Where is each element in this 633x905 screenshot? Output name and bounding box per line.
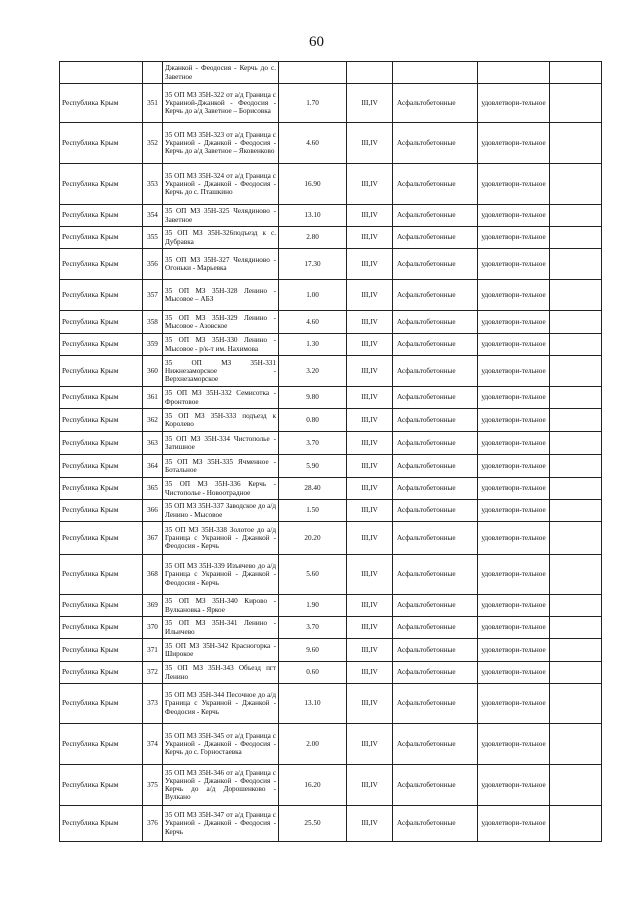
length-cell: 13.10 bbox=[279, 684, 347, 724]
condition-cell: удовлетвори-тельное bbox=[478, 639, 550, 662]
row-number-cell: 352 bbox=[143, 123, 163, 164]
surface-cell: Асфальтобетонные bbox=[393, 806, 478, 842]
condition-cell: удовлетвори-тельное bbox=[478, 455, 550, 478]
length-cell: 2.80 bbox=[279, 227, 347, 249]
table-row bbox=[60, 387, 602, 409]
row-number-cell: 361 bbox=[143, 387, 163, 409]
category-cell: III,IV bbox=[347, 595, 393, 617]
length-cell: 5.60 bbox=[279, 555, 347, 595]
condition-cell: удовлетвори-тельное bbox=[478, 280, 550, 311]
length-cell: 0.60 bbox=[279, 662, 347, 684]
condition-cell: удовлетвори-тельное bbox=[478, 84, 550, 123]
surface-cell bbox=[393, 62, 478, 84]
surface-cell: Асфальтобетонные bbox=[393, 334, 478, 356]
table-row bbox=[60, 662, 602, 684]
condition-cell: удовлетвори-тельное bbox=[478, 432, 550, 455]
extra-cell bbox=[550, 280, 602, 311]
condition-cell: удовлетвори-тельное bbox=[478, 334, 550, 356]
condition-cell: удовлетвори-тельное bbox=[478, 555, 550, 595]
extra-cell bbox=[550, 164, 602, 205]
surface-cell: Асфальтобетонные bbox=[393, 724, 478, 765]
surface-cell: Асфальтобетонные bbox=[393, 555, 478, 595]
category-cell: III,IV bbox=[347, 617, 393, 639]
region-cell: Республика Крым bbox=[60, 123, 143, 164]
category-cell: III,IV bbox=[347, 356, 393, 387]
surface-cell: Асфальтобетонные bbox=[393, 280, 478, 311]
table-row bbox=[60, 249, 602, 280]
region-cell: Республика Крым bbox=[60, 765, 143, 806]
condition-cell: удовлетвори-тельное bbox=[478, 522, 550, 555]
table-row bbox=[60, 164, 602, 205]
row-number-cell: 372 bbox=[143, 662, 163, 684]
page-number: 60 bbox=[309, 34, 324, 50]
condition-cell: удовлетвори-тельное bbox=[478, 478, 550, 500]
row-number-cell: 355 bbox=[143, 227, 163, 249]
road-name-cell: 35 ОП МЗ 35Н-330 Ленино - Мысовое - р/к-т им. Нахимова bbox=[163, 334, 279, 356]
condition-cell: удовлетвори-тельное bbox=[478, 595, 550, 617]
road-name-cell: 35 ОП МЗ 35Н-329 Ленино - Мысовое - Азовское bbox=[163, 311, 279, 334]
region-cell: Республика Крым bbox=[60, 311, 143, 334]
road-name-cell: 35 ОП МЗ 35Н-339 Изъячево до а/д Граница с Украиной - Джанкой - Феодосия - Керчь bbox=[163, 555, 279, 595]
region-cell: Республика Крым bbox=[60, 639, 143, 662]
condition-cell: удовлетвори-тельное bbox=[478, 409, 550, 432]
extra-cell bbox=[550, 478, 602, 500]
table-row bbox=[60, 432, 602, 455]
row-number-cell: 364 bbox=[143, 455, 163, 478]
road-name-cell: 35 ОП МЗ 35Н-324 от а/д Граница с Украиной - Джанкой - Феодосия - Керчь до с. Пташкино bbox=[163, 164, 279, 205]
table-row bbox=[60, 84, 602, 123]
table-row bbox=[60, 522, 602, 555]
table-row bbox=[60, 617, 602, 639]
category-cell: III,IV bbox=[347, 432, 393, 455]
length-cell: 4.60 bbox=[279, 311, 347, 334]
table-row bbox=[60, 478, 602, 500]
road-name-cell: 35 ОП МЗ 35Н-323 от а/д Граница с Украиной - Джанкой - Феодосия - Керчь до а/д Заветное – Яковенково bbox=[163, 123, 279, 164]
extra-cell bbox=[550, 387, 602, 409]
category-cell: III,IV bbox=[347, 684, 393, 724]
region-cell: Республика Крым bbox=[60, 432, 143, 455]
region-cell: Республика Крым bbox=[60, 662, 143, 684]
region-cell: Республика Крым bbox=[60, 555, 143, 595]
table-row bbox=[60, 123, 602, 164]
extra-cell bbox=[550, 639, 602, 662]
length-cell: 20.20 bbox=[279, 522, 347, 555]
road-name-cell: 35 ОП МЗ 35Н-327 Челядиново - Огоньки - Марьевка bbox=[163, 249, 279, 280]
length-cell: 3.70 bbox=[279, 432, 347, 455]
surface-cell: Асфальтобетонные bbox=[393, 617, 478, 639]
road-name-cell: 35 ОП МЗ 35Н-333 подъезд к Королево bbox=[163, 409, 279, 432]
surface-cell: Асфальтобетонные bbox=[393, 164, 478, 205]
category-cell: III,IV bbox=[347, 123, 393, 164]
extra-cell bbox=[550, 522, 602, 555]
region-cell: Республика Крым bbox=[60, 227, 143, 249]
row-number-cell: 358 bbox=[143, 311, 163, 334]
row-number-cell bbox=[143, 62, 163, 84]
condition-cell: удовлетвори-тельное bbox=[478, 123, 550, 164]
region-cell: Республика Крым bbox=[60, 500, 143, 522]
row-number-cell: 366 bbox=[143, 500, 163, 522]
row-number-cell: 360 bbox=[143, 356, 163, 387]
row-number-cell: 356 bbox=[143, 249, 163, 280]
table-row bbox=[60, 639, 602, 662]
length-cell bbox=[279, 62, 347, 84]
length-cell: 3.70 bbox=[279, 617, 347, 639]
table-row bbox=[60, 62, 602, 84]
condition-cell: удовлетвори-тельное bbox=[478, 684, 550, 724]
extra-cell bbox=[550, 432, 602, 455]
road-name-cell: 35 ОП МЗ 35Н-326подъезд к с. Дубравка bbox=[163, 227, 279, 249]
region-cell: Республика Крым bbox=[60, 164, 143, 205]
surface-cell: Асфальтобетонные bbox=[393, 356, 478, 387]
road-name-cell: 35 ОП МЗ 35Н-334 Чистополье - Затишное bbox=[163, 432, 279, 455]
region-cell: Республика Крым bbox=[60, 409, 143, 432]
extra-cell bbox=[550, 84, 602, 123]
category-cell: III,IV bbox=[347, 639, 393, 662]
category-cell: III,IV bbox=[347, 387, 393, 409]
surface-cell: Асфальтобетонные bbox=[393, 500, 478, 522]
row-number-cell: 365 bbox=[143, 478, 163, 500]
row-number-cell: 371 bbox=[143, 639, 163, 662]
condition-cell: удовлетвори-тельное bbox=[478, 164, 550, 205]
table-row bbox=[60, 595, 602, 617]
road-name-cell: 35 ОП МЗ 35Н-331 Нижнезаморское - Верхнезаморское bbox=[163, 356, 279, 387]
surface-cell: Асфальтобетонные bbox=[393, 311, 478, 334]
extra-cell bbox=[550, 662, 602, 684]
surface-cell: Асфальтобетонные bbox=[393, 409, 478, 432]
condition-cell: удовлетвори-тельное bbox=[478, 205, 550, 227]
condition-cell: удовлетвори-тельное bbox=[478, 662, 550, 684]
table-row bbox=[60, 356, 602, 387]
category-cell: III,IV bbox=[347, 765, 393, 806]
length-cell: 16.20 bbox=[279, 765, 347, 806]
table-row bbox=[60, 724, 602, 765]
extra-cell bbox=[550, 123, 602, 164]
category-cell: III,IV bbox=[347, 455, 393, 478]
extra-cell bbox=[550, 555, 602, 595]
surface-cell: Асфальтобетонные bbox=[393, 227, 478, 249]
extra-cell bbox=[550, 249, 602, 280]
category-cell: III,IV bbox=[347, 227, 393, 249]
region-cell: Республика Крым bbox=[60, 205, 143, 227]
condition-cell: удовлетвори-тельное bbox=[478, 617, 550, 639]
region-cell: Республика Крым bbox=[60, 522, 143, 555]
extra-cell bbox=[550, 806, 602, 842]
region-cell: Республика Крым bbox=[60, 334, 143, 356]
surface-cell: Асфальтобетонные bbox=[393, 595, 478, 617]
table-row bbox=[60, 500, 602, 522]
length-cell: 28.40 bbox=[279, 478, 347, 500]
row-number-cell: 354 bbox=[143, 205, 163, 227]
table-body bbox=[60, 62, 602, 842]
surface-cell: Асфальтобетонные bbox=[393, 84, 478, 123]
category-cell: III,IV bbox=[347, 84, 393, 123]
category-cell bbox=[347, 62, 393, 84]
category-cell: III,IV bbox=[347, 249, 393, 280]
length-cell: 3.20 bbox=[279, 356, 347, 387]
extra-cell bbox=[550, 765, 602, 806]
road-name-cell: 35 ОП МЗ 35Н-335 Ячменное - Ботальное bbox=[163, 455, 279, 478]
extra-cell bbox=[550, 684, 602, 724]
road-name-cell: 35 ОП МЗ 35Н-342 Красногорка - Широкое bbox=[163, 639, 279, 662]
extra-cell bbox=[550, 227, 602, 249]
table-row bbox=[60, 227, 602, 249]
row-number-cell: 375 bbox=[143, 765, 163, 806]
table-row bbox=[60, 205, 602, 227]
region-cell: Республика Крым bbox=[60, 280, 143, 311]
surface-cell: Асфальтобетонные bbox=[393, 684, 478, 724]
table-row bbox=[60, 684, 602, 724]
row-number-cell: 370 bbox=[143, 617, 163, 639]
row-number-cell: 373 bbox=[143, 684, 163, 724]
surface-cell: Асфальтобетонные bbox=[393, 639, 478, 662]
extra-cell bbox=[550, 409, 602, 432]
category-cell: III,IV bbox=[347, 555, 393, 595]
table-row bbox=[60, 334, 602, 356]
road-name-cell: 35 ОП МЗ 35Н-332 Семисотка - Фронтовое bbox=[163, 387, 279, 409]
length-cell: 25.50 bbox=[279, 806, 347, 842]
category-cell: III,IV bbox=[347, 280, 393, 311]
road-name-cell: 35 ОП МЗ 35Н-340 Кирово - Вулкановка - Яркое bbox=[163, 595, 279, 617]
row-number-cell: 357 bbox=[143, 280, 163, 311]
category-cell: III,IV bbox=[347, 311, 393, 334]
length-cell: 4.60 bbox=[279, 123, 347, 164]
region-cell: Республика Крым bbox=[60, 617, 143, 639]
extra-cell bbox=[550, 62, 602, 84]
condition-cell: удовлетвори-тельное bbox=[478, 765, 550, 806]
road-name-cell: 35 ОП МЗ 35Н-325 Челядиново - Заветное bbox=[163, 205, 279, 227]
table-row bbox=[60, 455, 602, 478]
surface-cell: Асфальтобетонные bbox=[393, 432, 478, 455]
road-name-cell: 35 ОП МЗ 35Н-345 от а/д Граница с Украиной - Джанкой - Феодосия - Керчь до с. Горностаевка bbox=[163, 724, 279, 765]
region-cell: Республика Крым bbox=[60, 595, 143, 617]
row-number-cell: 376 bbox=[143, 806, 163, 842]
extra-cell bbox=[550, 311, 602, 334]
category-cell: III,IV bbox=[347, 522, 393, 555]
length-cell: 1.30 bbox=[279, 334, 347, 356]
row-number-cell: 353 bbox=[143, 164, 163, 205]
road-name-cell: 35 ОП МЗ 35Н-336 Керчь - Чистополье - Новоотрадное bbox=[163, 478, 279, 500]
road-name-cell: 35 ОП МЗ 35Н-337 Заводское до а/д Ленино - Мысовое bbox=[163, 500, 279, 522]
row-number-cell: 359 bbox=[143, 334, 163, 356]
condition-cell: удовлетвори-тельное bbox=[478, 387, 550, 409]
extra-cell bbox=[550, 617, 602, 639]
table-row bbox=[60, 806, 602, 842]
length-cell: 17.30 bbox=[279, 249, 347, 280]
category-cell: III,IV bbox=[347, 205, 393, 227]
surface-cell: Асфальтобетонные bbox=[393, 478, 478, 500]
row-number-cell: 362 bbox=[143, 409, 163, 432]
length-cell: 1.50 bbox=[279, 500, 347, 522]
extra-cell bbox=[550, 334, 602, 356]
region-cell: Республика Крым bbox=[60, 806, 143, 842]
region-cell: Республика Крым bbox=[60, 356, 143, 387]
category-cell: III,IV bbox=[347, 409, 393, 432]
length-cell: 5.90 bbox=[279, 455, 347, 478]
row-number-cell: 351 bbox=[143, 84, 163, 123]
condition-cell bbox=[478, 62, 550, 84]
length-cell: 1.00 bbox=[279, 280, 347, 311]
category-cell: III,IV bbox=[347, 662, 393, 684]
road-name-cell: 35 ОП МЗ 35Н-344 Песочное до а/д Граница с Украиной - Джанкой - Феодосия - Керчь bbox=[163, 684, 279, 724]
surface-cell: Асфальтобетонные bbox=[393, 205, 478, 227]
table-row bbox=[60, 280, 602, 311]
road-name-cell: 35 ОП МЗ 35Н-322 от а/д Граница с Украиной-Джанкой - Феодосия - Керчь до а/д Заветное – Борисовка bbox=[163, 84, 279, 123]
length-cell: 9.60 bbox=[279, 639, 347, 662]
region-cell: Республика Крым bbox=[60, 387, 143, 409]
road-name-cell: Джанкой - Феодосия - Керчь до с. Заветное bbox=[163, 62, 279, 84]
length-cell: 1.70 bbox=[279, 84, 347, 123]
region-cell bbox=[60, 62, 143, 84]
extra-cell bbox=[550, 356, 602, 387]
region-cell: Республика Крым bbox=[60, 455, 143, 478]
road-name-cell: 35 ОП МЗ 35Н-343 Объезд пгт Ленино bbox=[163, 662, 279, 684]
region-cell: Республика Крым bbox=[60, 249, 143, 280]
condition-cell: удовлетвори-тельное bbox=[478, 356, 550, 387]
extra-cell bbox=[550, 455, 602, 478]
surface-cell: Асфальтобетонные bbox=[393, 249, 478, 280]
surface-cell: Асфальтобетонные bbox=[393, 765, 478, 806]
extra-cell bbox=[550, 724, 602, 765]
category-cell: III,IV bbox=[347, 724, 393, 765]
condition-cell: удовлетвори-тельное bbox=[478, 227, 550, 249]
category-cell: III,IV bbox=[347, 164, 393, 205]
road-name-cell: 35 ОП МЗ 35Н-346 от а/д Граница с Украиной - Джанкой - Феодосия - Керчь до а/д Дорошенково - Вулкано bbox=[163, 765, 279, 806]
row-number-cell: 363 bbox=[143, 432, 163, 455]
condition-cell: удовлетвори-тельное bbox=[478, 249, 550, 280]
surface-cell: Асфальтобетонные bbox=[393, 662, 478, 684]
road-name-cell: 35 ОП МЗ 35Н-338 Золотое до а/д Граница с Украиной - Джанкой - Феодосия - Керчь bbox=[163, 522, 279, 555]
surface-cell: Асфальтобетонные bbox=[393, 123, 478, 164]
region-cell: Республика Крым bbox=[60, 478, 143, 500]
extra-cell bbox=[550, 500, 602, 522]
region-cell: Республика Крым bbox=[60, 84, 143, 123]
category-cell: III,IV bbox=[347, 500, 393, 522]
row-number-cell: 367 bbox=[143, 522, 163, 555]
condition-cell: удовлетвори-тельное bbox=[478, 724, 550, 765]
extra-cell bbox=[550, 205, 602, 227]
length-cell: 16.90 bbox=[279, 164, 347, 205]
category-cell: III,IV bbox=[347, 806, 393, 842]
category-cell: III,IV bbox=[347, 478, 393, 500]
length-cell: 9.80 bbox=[279, 387, 347, 409]
table-row bbox=[60, 409, 602, 432]
road-name-cell: 35 ОП МЗ 35Н-341 Ленино - Ильичево bbox=[163, 617, 279, 639]
length-cell: 1.90 bbox=[279, 595, 347, 617]
condition-cell: удовлетвори-тельное bbox=[478, 500, 550, 522]
region-cell: Республика Крым bbox=[60, 684, 143, 724]
length-cell: 0.80 bbox=[279, 409, 347, 432]
roads-table bbox=[59, 61, 602, 842]
road-name-cell: 35 ОП МЗ 35Н-347 от а/д Граница с Украиной - Джанкой - Феодосия - Керчь bbox=[163, 806, 279, 842]
surface-cell: Асфальтобетонные bbox=[393, 522, 478, 555]
region-cell: Республика Крым bbox=[60, 724, 143, 765]
surface-cell: Асфальтобетонные bbox=[393, 387, 478, 409]
road-name-cell: 35 ОП МЗ 35Н-328 Ленино - Мысовое – АБЗ bbox=[163, 280, 279, 311]
table-row bbox=[60, 555, 602, 595]
row-number-cell: 368 bbox=[143, 555, 163, 595]
length-cell: 2.00 bbox=[279, 724, 347, 765]
surface-cell: Асфальтобетонные bbox=[393, 455, 478, 478]
table-row bbox=[60, 765, 602, 806]
category-cell: III,IV bbox=[347, 334, 393, 356]
length-cell: 13.10 bbox=[279, 205, 347, 227]
extra-cell bbox=[550, 595, 602, 617]
row-number-cell: 369 bbox=[143, 595, 163, 617]
condition-cell: удовлетвори-тельное bbox=[478, 806, 550, 842]
table-row bbox=[60, 311, 602, 334]
row-number-cell: 374 bbox=[143, 724, 163, 765]
condition-cell: удовлетвори-тельное bbox=[478, 311, 550, 334]
